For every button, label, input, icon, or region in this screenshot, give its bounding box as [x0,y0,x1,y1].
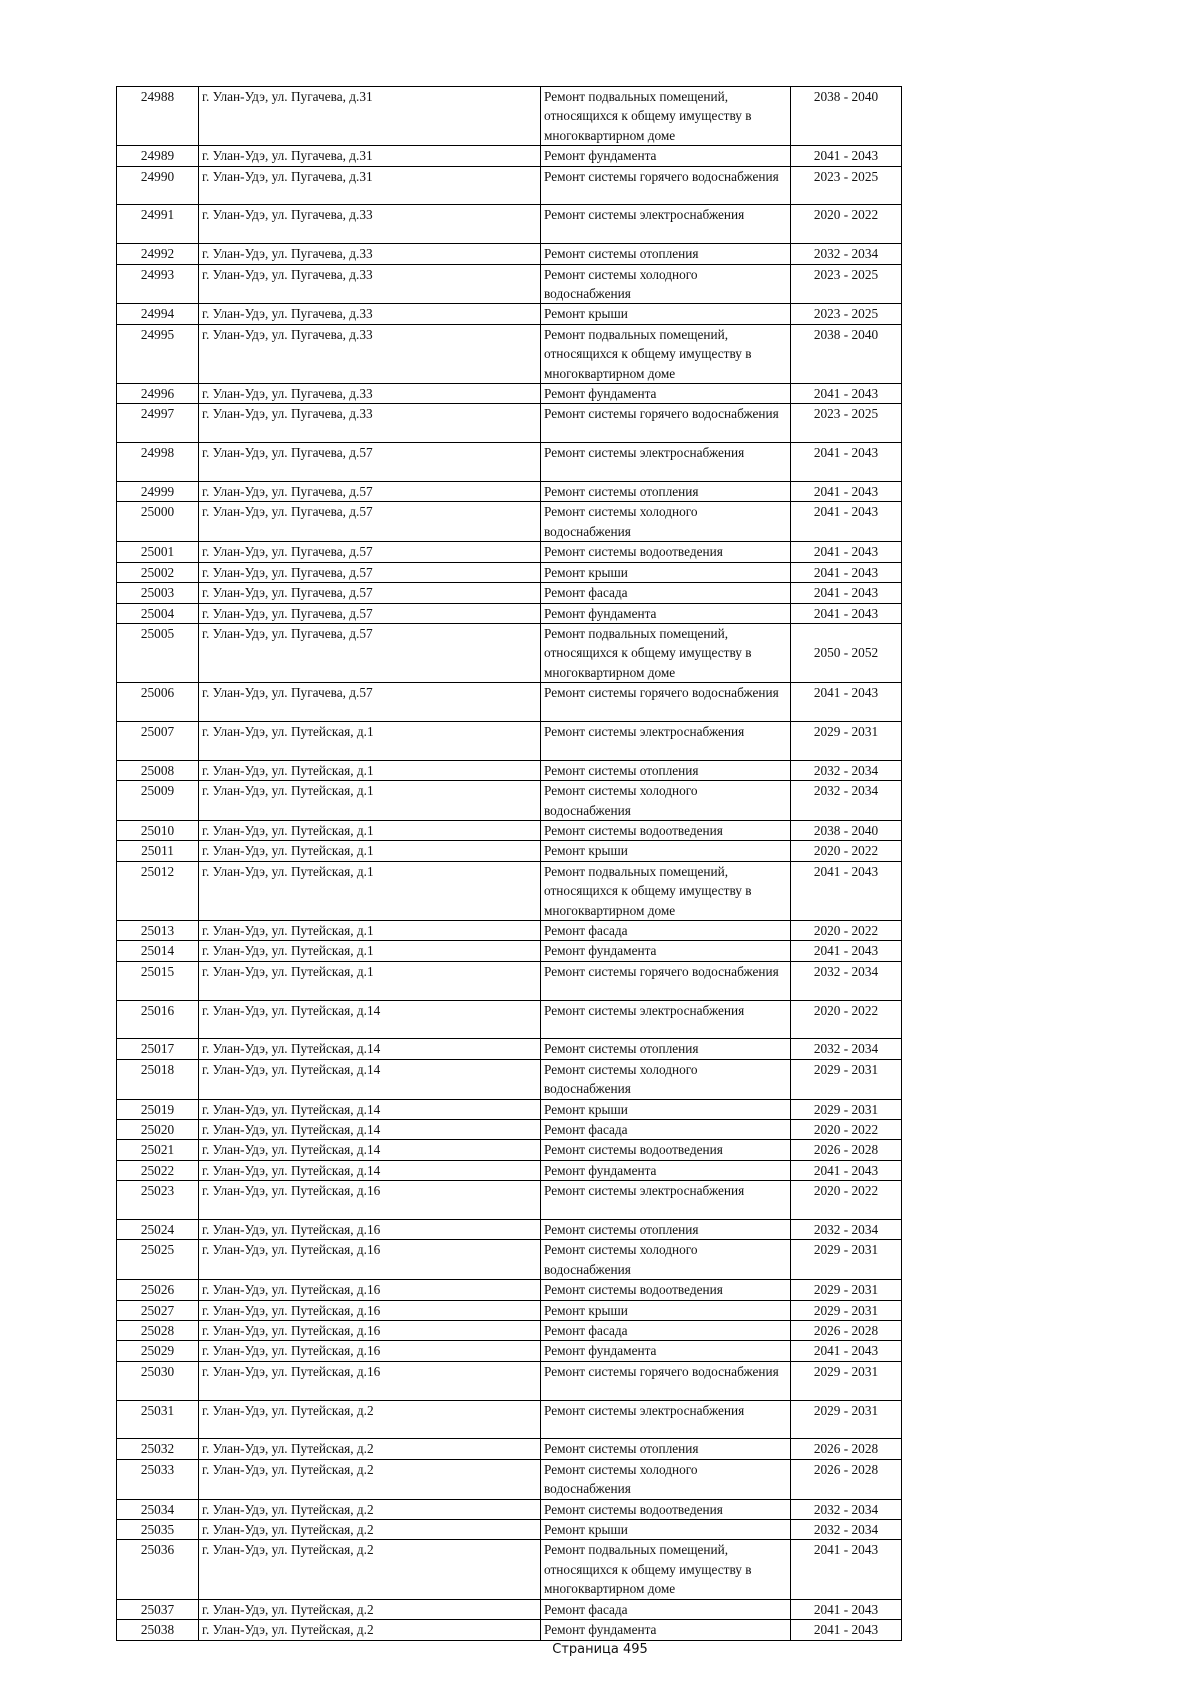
row-number: 25021 [117,1140,199,1160]
row-address: г. Улан-Удэ, ул. Путейская, д.14 [199,1000,541,1039]
row-period: 2032 - 2034 [791,1499,902,1519]
table-row [117,583,902,603]
row-period: 2041 - 2043 [791,482,902,502]
row-address: г. Улан-Удэ, ул. Путейская, д.1 [199,760,541,780]
row-work-type: Ремонт системы холодного водоснабжения [541,1459,791,1499]
row-address: г. Улан-Удэ, ул. Путейская, д.16 [199,1240,541,1280]
row-period: 2029 - 2031 [791,1099,902,1119]
row-number: 25028 [117,1321,199,1341]
row-period: 2026 - 2028 [791,1321,902,1341]
row-work-type: Ремонт фундамента [541,1620,791,1640]
row-number: 25009 [117,781,199,821]
row-number: 25007 [117,721,199,760]
row-address: г. Улан-Удэ, ул. Путейская, д.2 [199,1459,541,1499]
row-work-type: Ремонт фасада [541,920,791,940]
row-address: г. Улан-Удэ, ул. Пугачева, д.31 [199,166,541,205]
row-work-type: Ремонт системы электроснабжения [541,205,791,244]
row-address: г. Улан-Удэ, ул. Пугачева, д.33 [199,404,541,443]
row-address: г. Улан-Удэ, ул. Пугачева, д.33 [199,244,541,264]
row-period: 2041 - 2043 [791,603,902,623]
row-period: 2020 - 2022 [791,1000,902,1039]
row-number: 25010 [117,820,199,840]
row-number: 25020 [117,1120,199,1140]
table-row [117,1099,902,1119]
row-address: г. Улан-Удэ, ул. Путейская, д.16 [199,1361,541,1400]
row-address: г. Улан-Удэ, ул. Путейская, д.2 [199,1400,541,1439]
row-number: 25025 [117,1240,199,1280]
row-period: 2041 - 2043 [791,502,902,542]
table-row [117,1439,902,1459]
row-number: 25029 [117,1341,199,1361]
row-number: 24996 [117,384,199,404]
row-period: 2032 - 2034 [791,1220,902,1240]
row-number: 25033 [117,1459,199,1499]
table-row [117,920,902,940]
row-work-type: Ремонт фундамента [541,384,791,404]
table-row [117,1059,902,1099]
table-row [117,1240,902,1280]
row-work-type: Ремонт системы холодного водоснабжения [541,1059,791,1099]
row-period: 2020 - 2022 [791,841,902,861]
row-period: 2050 - 2052 [791,623,902,682]
row-address: г. Улан-Удэ, ул. Путейская, д.14 [199,1039,541,1059]
row-address: г. Улан-Удэ, ул. Пугачева, д.33 [199,264,541,304]
row-address: г. Улан-Удэ, ул. Путейская, д.2 [199,1439,541,1459]
row-work-type: Ремонт фундамента [541,1160,791,1180]
row-address: г. Улан-Удэ, ул. Пугачева, д.57 [199,583,541,603]
table-row [117,1220,902,1240]
table-row [117,1341,902,1361]
row-address: г. Улан-Удэ, ул. Путейская, д.1 [199,781,541,821]
row-work-type: Ремонт системы отопления [541,1220,791,1240]
row-number: 25000 [117,502,199,542]
row-period: 2026 - 2028 [791,1439,902,1459]
table-row [117,502,902,542]
row-address: г. Улан-Удэ, ул. Путейская, д.1 [199,841,541,861]
table-row [117,1361,902,1400]
row-number: 24992 [117,244,199,264]
row-period: 2041 - 2043 [791,941,902,961]
row-period: 2020 - 2022 [791,1181,902,1220]
row-period: 2041 - 2043 [791,1599,902,1619]
row-period: 2032 - 2034 [791,244,902,264]
row-number: 25023 [117,1181,199,1220]
row-address: г. Улан-Удэ, ул. Пугачева, д.57 [199,562,541,582]
row-address: г. Улан-Удэ, ул. Путейская, д.1 [199,920,541,940]
row-address: г. Улан-Удэ, ул. Пугачева, д.31 [199,146,541,166]
row-address: г. Улан-Удэ, ул. Пугачева, д.57 [199,542,541,562]
table-row [117,324,902,383]
row-number: 25016 [117,1000,199,1039]
row-period: 2041 - 2043 [791,1540,902,1599]
table-row [117,1540,902,1599]
table-row [117,1300,902,1320]
row-period: 2032 - 2034 [791,1520,902,1540]
row-number: 25035 [117,1520,199,1540]
row-work-type: Ремонт фундамента [541,941,791,961]
row-number: 25026 [117,1280,199,1300]
table-row [117,1280,902,1300]
row-work-type: Ремонт подвальных помещений, относящихся к общему имуществу в многоквартирном доме [541,324,791,383]
row-work-type: Ремонт системы горячего водоснабжения [541,1361,791,1400]
row-period: 2023 - 2025 [791,264,902,304]
row-work-type: Ремонт фасада [541,583,791,603]
row-number: 24990 [117,166,199,205]
table-row [117,482,902,502]
row-period: 2041 - 2043 [791,384,902,404]
row-period: 2032 - 2034 [791,961,902,1000]
row-period: 2032 - 2034 [791,760,902,780]
row-address: г. Улан-Удэ, ул. Пугачева, д.57 [199,482,541,502]
row-address: г. Улан-Удэ, ул. Путейская, д.16 [199,1321,541,1341]
row-number: 24988 [117,87,199,146]
row-number: 25008 [117,760,199,780]
table-row [117,166,902,205]
row-work-type: Ремонт крыши [541,1099,791,1119]
row-address: г. Улан-Удэ, ул. Путейская, д.16 [199,1300,541,1320]
table-row [117,941,902,961]
row-work-type: Ремонт системы отопления [541,1439,791,1459]
row-number: 25013 [117,920,199,940]
table-row [117,1599,902,1619]
row-period: 2026 - 2028 [791,1459,902,1499]
row-address: г. Улан-Удэ, ул. Путейская, д.14 [199,1160,541,1180]
row-work-type: Ремонт системы горячего водоснабжения [541,961,791,1000]
row-number: 25037 [117,1599,199,1619]
row-number: 24991 [117,205,199,244]
row-work-type: Ремонт системы электроснабжения [541,1400,791,1439]
row-address: г. Улан-Удэ, ул. Пугачева, д.57 [199,683,541,722]
row-number: 25004 [117,603,199,623]
row-work-type: Ремонт крыши [541,841,791,861]
row-address: г. Улан-Удэ, ул. Путейская, д.2 [199,1520,541,1540]
table-row [117,146,902,166]
table-row [117,1620,902,1640]
row-work-type: Ремонт системы горячего водоснабжения [541,404,791,443]
row-address: г. Улан-Удэ, ул. Путейская, д.2 [199,1620,541,1640]
row-period: 2029 - 2031 [791,1059,902,1099]
row-work-type: Ремонт фасада [541,1599,791,1619]
row-period: 2020 - 2022 [791,205,902,244]
row-number: 25005 [117,623,199,682]
row-period: 2029 - 2031 [791,1300,902,1320]
row-work-type: Ремонт подвальных помещений, относящихся к общему имуществу в многоквартирном доме [541,623,791,682]
row-period: 2020 - 2022 [791,1120,902,1140]
row-period: 2032 - 2034 [791,781,902,821]
row-work-type: Ремонт системы холодного водоснабжения [541,1240,791,1280]
row-address: г. Улан-Удэ, ул. Путейская, д.2 [199,1499,541,1519]
row-address: г. Улан-Удэ, ул. Пугачева, д.33 [199,324,541,383]
row-number: 24998 [117,443,199,482]
row-work-type: Ремонт системы электроснабжения [541,1181,791,1220]
row-work-type: Ремонт системы водоотведения [541,1280,791,1300]
row-work-type: Ремонт системы холодного водоснабжения [541,264,791,304]
row-number: 25031 [117,1400,199,1439]
row-address: г. Улан-Удэ, ул. Пугачева, д.33 [199,384,541,404]
row-address: г. Улан-Удэ, ул. Пугачева, д.31 [199,87,541,146]
row-address: г. Улан-Удэ, ул. Путейская, д.1 [199,961,541,1000]
row-work-type: Ремонт фундамента [541,146,791,166]
row-address: г. Улан-Удэ, ул. Путейская, д.1 [199,861,541,920]
table-row [117,304,902,324]
row-work-type: Ремонт фундамента [541,1341,791,1361]
row-work-type: Ремонт крыши [541,304,791,324]
row-number: 24995 [117,324,199,383]
row-number: 25019 [117,1099,199,1119]
row-period: 2041 - 2043 [791,583,902,603]
row-work-type: Ремонт системы холодного водоснабжения [541,502,791,542]
row-work-type: Ремонт системы отопления [541,244,791,264]
row-period: 2023 - 2025 [791,166,902,205]
row-address: г. Улан-Удэ, ул. Путейская, д.1 [199,820,541,840]
row-work-type: Ремонт подвальных помещений, относящихся к общему имуществу в многоквартирном доме [541,861,791,920]
row-work-type: Ремонт системы отопления [541,1039,791,1059]
row-address: г. Улан-Удэ, ул. Пугачева, д.33 [199,304,541,324]
row-number: 25011 [117,841,199,861]
row-address: г. Улан-Удэ, ул. Путейская, д.14 [199,1120,541,1140]
page-number: Страница 495 [552,1642,648,1657]
table-row [117,1400,902,1439]
table-row [117,861,902,920]
table-row [117,683,902,722]
row-period: 2038 - 2040 [791,87,902,146]
row-number: 24993 [117,264,199,304]
table-row [117,205,902,244]
row-period: 2041 - 2043 [791,861,902,920]
row-period: 2038 - 2040 [791,820,902,840]
row-number: 25032 [117,1439,199,1459]
row-number: 25017 [117,1039,199,1059]
row-period: 2041 - 2043 [791,1160,902,1180]
row-period: 2020 - 2022 [791,920,902,940]
row-number: 25030 [117,1361,199,1400]
row-address: г. Улан-Удэ, ул. Пугачева, д.57 [199,623,541,682]
row-work-type: Ремонт системы электроснабжения [541,1000,791,1039]
row-period: 2029 - 2031 [791,721,902,760]
table-row [117,1321,902,1341]
row-work-type: Ремонт крыши [541,1300,791,1320]
row-period: 2041 - 2043 [791,146,902,166]
table-row [117,1000,902,1039]
row-number: 25038 [117,1620,199,1640]
row-number: 24994 [117,304,199,324]
row-period: 2026 - 2028 [791,1140,902,1160]
row-address: г. Улан-Удэ, ул. Пугачева, д.33 [199,205,541,244]
row-work-type: Ремонт системы горячего водоснабжения [541,683,791,722]
table-row [117,1499,902,1519]
row-address: г. Улан-Удэ, ул. Путейская, д.14 [199,1059,541,1099]
table-row [117,1160,902,1180]
row-work-type: Ремонт системы водоотведения [541,542,791,562]
row-work-type: Ремонт крыши [541,562,791,582]
row-number: 25002 [117,562,199,582]
row-period: 2041 - 2043 [791,542,902,562]
row-work-type: Ремонт крыши [541,1520,791,1540]
row-work-type: Ремонт фасада [541,1120,791,1140]
row-period: 2038 - 2040 [791,324,902,383]
table-row [117,87,902,146]
row-number: 24997 [117,404,199,443]
table-row [117,1520,902,1540]
row-period: 2029 - 2031 [791,1280,902,1300]
table-row [117,1459,902,1499]
row-number: 25015 [117,961,199,1000]
row-address: г. Улан-Удэ, ул. Пугачева, д.57 [199,443,541,482]
row-period: 2032 - 2034 [791,1039,902,1059]
row-address: г. Улан-Удэ, ул. Путейская, д.1 [199,941,541,961]
row-address: г. Улан-Удэ, ул. Путейская, д.1 [199,721,541,760]
works-table-body [117,87,902,1641]
row-number: 25006 [117,683,199,722]
row-number: 25027 [117,1300,199,1320]
table-row [117,781,902,821]
row-period: 2023 - 2025 [791,404,902,443]
row-period: 2029 - 2031 [791,1400,902,1439]
table-row [117,1039,902,1059]
row-work-type: Ремонт системы холодного водоснабжения [541,781,791,821]
row-address: г. Улан-Удэ, ул. Путейская, д.16 [199,1220,541,1240]
row-work-type: Ремонт системы электроснабжения [541,721,791,760]
table-row [117,1181,902,1220]
row-work-type: Ремонт системы водоотведения [541,1140,791,1160]
row-work-type: Ремонт системы отопления [541,760,791,780]
row-period: 2041 - 2043 [791,683,902,722]
row-period: 2023 - 2025 [791,304,902,324]
row-period: 2041 - 2043 [791,1620,902,1640]
row-work-type: Ремонт системы водоотведения [541,1499,791,1519]
row-address: г. Улан-Удэ, ул. Путейская, д.14 [199,1140,541,1160]
row-work-type: Ремонт подвальных помещений, относящихся к общему имуществу в многоквартирном доме [541,1540,791,1599]
row-number: 25036 [117,1540,199,1599]
row-address: г. Улан-Удэ, ул. Пугачева, д.57 [199,502,541,542]
row-work-type: Ремонт системы горячего водоснабжения [541,166,791,205]
table-row [117,562,902,582]
row-period: 2029 - 2031 [791,1361,902,1400]
table-row [117,542,902,562]
table-row [117,961,902,1000]
row-work-type: Ремонт фасада [541,1321,791,1341]
table-row [117,721,902,760]
row-number: 25022 [117,1160,199,1180]
row-address: г. Улан-Удэ, ул. Пугачева, д.57 [199,603,541,623]
row-address: г. Улан-Удэ, ул. Путейская, д.14 [199,1099,541,1119]
row-number: 25001 [117,542,199,562]
row-work-type: Ремонт системы отопления [541,482,791,502]
row-number: 24989 [117,146,199,166]
row-work-type: Ремонт системы водоотведения [541,820,791,840]
table-row [117,244,902,264]
row-number: 25014 [117,941,199,961]
row-number: 25012 [117,861,199,920]
table-row [117,264,902,304]
row-work-type: Ремонт подвальных помещений, относящихся к общему имуществу в многоквартирном доме [541,87,791,146]
table-row [117,623,902,682]
table-row [117,820,902,840]
row-work-type: Ремонт системы электроснабжения [541,443,791,482]
row-number: 25034 [117,1499,199,1519]
row-number: 25024 [117,1220,199,1240]
table-row [117,603,902,623]
row-work-type: Ремонт фундамента [541,603,791,623]
table-row [117,841,902,861]
row-number: 24999 [117,482,199,502]
table-row [117,1120,902,1140]
row-address: г. Улан-Удэ, ул. Путейская, д.16 [199,1181,541,1220]
row-address: г. Улан-Удэ, ул. Путейская, д.16 [199,1341,541,1361]
row-address: г. Улан-Удэ, ул. Путейская, д.16 [199,1280,541,1300]
row-period: 2041 - 2043 [791,443,902,482]
table-row [117,1140,902,1160]
row-address: г. Улан-Удэ, ул. Путейская, д.2 [199,1540,541,1599]
row-number: 25003 [117,583,199,603]
row-address: г. Улан-Удэ, ул. Путейская, д.2 [199,1599,541,1619]
row-period: 2041 - 2043 [791,562,902,582]
row-period: 2041 - 2043 [791,1341,902,1361]
table-row [117,384,902,404]
table-row [117,760,902,780]
works-table [116,86,902,1641]
table-row [117,443,902,482]
row-period: 2029 - 2031 [791,1240,902,1280]
row-number: 25018 [117,1059,199,1099]
table-row [117,404,902,443]
